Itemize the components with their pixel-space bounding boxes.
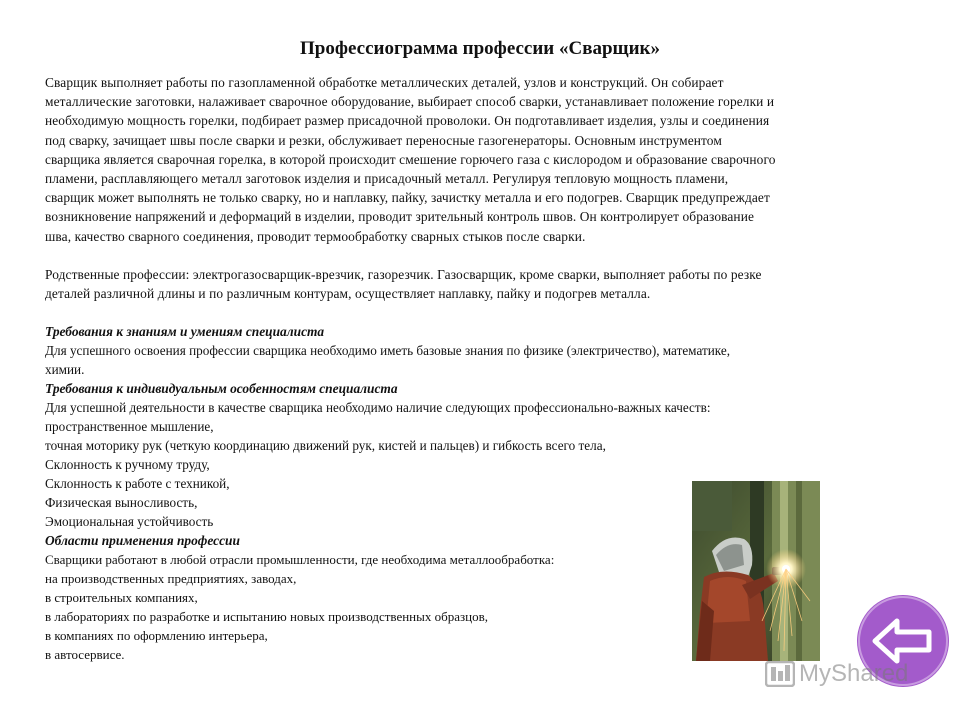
page-title: Профессиограмма профессии «Сварщик»: [300, 38, 660, 59]
watermark-logo-icon: [765, 661, 795, 687]
areas-line: Сварщики работают в любой отрасли промышленности, где необходима металлообработка:: [45, 552, 555, 568]
watermark: [765, 660, 908, 688]
spacer: [45, 303, 915, 322]
description-line: необходимую мощность горелки, подбирает размер присадочной проволоки. Он подготавливает изделия, узлы и соединения: [45, 113, 770, 129]
qualities-heading: Требования к индивидуальным особенностям специалиста: [45, 381, 398, 397]
welder-photo: [692, 481, 820, 661]
areas-line: в автосервисе.: [45, 647, 125, 663]
description-line: Сварщик выполняет работы по газопламенной обработке металлических деталей, узлов и конструкций. Он собирает: [45, 75, 724, 90]
qualities-line: пространственное мышление,: [45, 419, 214, 435]
knowledge-section: [45, 322, 915, 379]
related-professions-paragraph: [45, 265, 915, 303]
qualities-line: Эмоциональная устойчивость: [45, 514, 214, 530]
spacer: [45, 246, 915, 265]
related-line: деталей различной длины и по различным контурам, осуществляет наплавку, пайку и подогрев металла.: [45, 286, 651, 302]
description-line: сварщик может выполнять не только сварку, но и наплавку, пайку, зачистку металла и его подогрев. Сварщик предупреждает: [45, 190, 770, 206]
knowledge-line: Для успешного освоения профессии сварщика необходимо иметь базовые знания по физике (электричество), математике,: [45, 343, 731, 359]
description-line: возникновение напряжений и деформаций в изделии, проводит зрительный контроль швов. Он контролирует образование: [45, 209, 755, 225]
qualities-line: Склонность к ручному труду,: [45, 457, 210, 473]
related-line: Родственные профессии: электрогазосварщик-врезчик, газорезчик. Газосварщик, кроме сварки, выполняет работы по резке: [45, 266, 762, 282]
qualities-line: Склонность к работе с техникой,: [45, 476, 230, 492]
knowledge-line: химии.: [45, 362, 85, 378]
areas-line: в лабораториях по разработке и испытанию новых производственных образцов,: [45, 609, 488, 625]
description-line: шва, качество сварного соединения, проводит термообработку сварных стыков после сварки.: [45, 228, 586, 244]
qualities-line: Физическая выносливость,: [45, 495, 198, 511]
areas-line: в строительных компаниях,: [45, 590, 198, 606]
areas-heading: Области применения профессии: [45, 533, 240, 549]
description-line: пламени, расплавляющего металл заготовок изделия и присадочный металл. Регулируя тепловую мощность пламени,: [45, 171, 729, 187]
watermark-text: MyShared: [799, 660, 909, 687]
areas-line: на производственных предприятиях, заводах,: [45, 571, 297, 587]
knowledge-heading: Требования к знаниям и умениям специалиста: [45, 324, 325, 340]
qualities-line: Для успешной деятельности в качестве сварщика необходимо наличие следующих профессионально-важных качеств:: [45, 400, 711, 416]
description-line: под сварку, зачищает швы после сварки и резки, обслуживает переносные газогенераторы. Основным инструментом: [45, 132, 722, 148]
qualities-line: точная моторику рук (четкую координацию движений рук, кистей и пальцев) и гибкость всего тела,: [45, 438, 606, 454]
areas-line: в компаниях по оформлению интерьера,: [45, 628, 268, 644]
description-line: металлические заготовки, налаживает сварочное оборудование, выбирает способ сварки, устанавливает положение горелки и: [45, 94, 775, 110]
description-line: сварщика является сварочная горелка, в которой происходит смешение горючего газа с кислородом и образование сварочного: [45, 151, 776, 167]
description-paragraph: [45, 73, 915, 246]
